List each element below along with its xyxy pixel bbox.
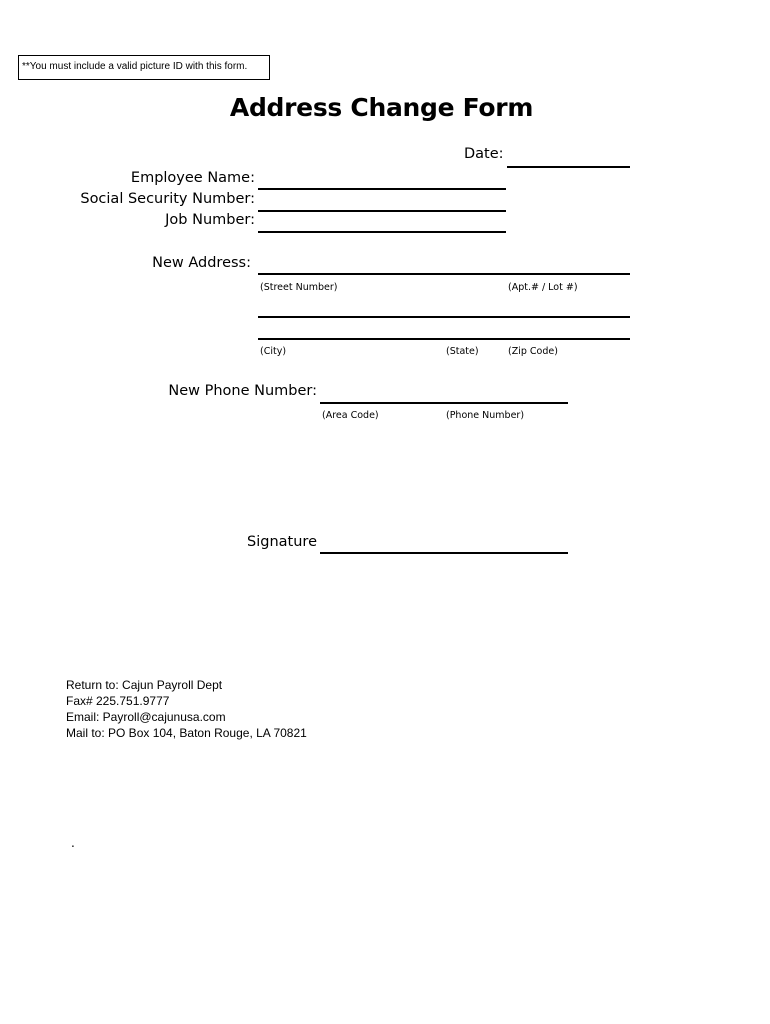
ssn-label: Social Security Number: — [80, 191, 255, 207]
city-state-zip-field[interactable] — [258, 338, 630, 340]
ssn-field[interactable] — [258, 210, 506, 212]
street-address-field[interactable] — [258, 273, 630, 275]
apt-lot-caption: (Apt.# / Lot #) — [508, 282, 578, 293]
signature-label: Signature — [247, 534, 317, 550]
employee-name-field[interactable] — [258, 188, 506, 190]
return-to-text: Return to: Cajun Payroll Dept — [66, 678, 223, 692]
area-code-caption: (Area Code) — [322, 410, 379, 421]
address-line-2-field[interactable] — [258, 316, 630, 318]
picture-id-notice: **You must include a valid picture ID with this form. — [18, 55, 270, 80]
signature-field[interactable] — [320, 552, 568, 554]
mail-text: Mail to: PO Box 104, Baton Rouge, LA 70821 — [66, 726, 307, 740]
job-number-field[interactable] — [258, 231, 506, 233]
phone-number-caption: (Phone Number) — [446, 410, 525, 421]
return-info — [66, 677, 307, 741]
state-caption: (State) — [446, 346, 479, 357]
new-phone-label: New Phone Number: — [168, 383, 317, 399]
phone-field[interactable] — [320, 402, 568, 404]
email-text: Email: Payroll@cajunusa.com — [66, 710, 226, 724]
fax-text: Fax# 225.751.9777 — [66, 694, 170, 708]
employee-name-label: Employee Name: — [130, 170, 255, 186]
city-caption: (City) — [260, 346, 287, 357]
zip-caption: (Zip Code) — [508, 346, 558, 357]
new-address-label: New Address: — [152, 255, 251, 271]
street-number-caption: (Street Number) — [260, 282, 338, 293]
stray-dot: . — [71, 836, 75, 850]
form-title: Address Change Form — [229, 93, 534, 122]
date-label: Date: — [464, 146, 504, 162]
date-field[interactable] — [507, 166, 630, 168]
job-number-label: Job Number: — [165, 212, 255, 228]
